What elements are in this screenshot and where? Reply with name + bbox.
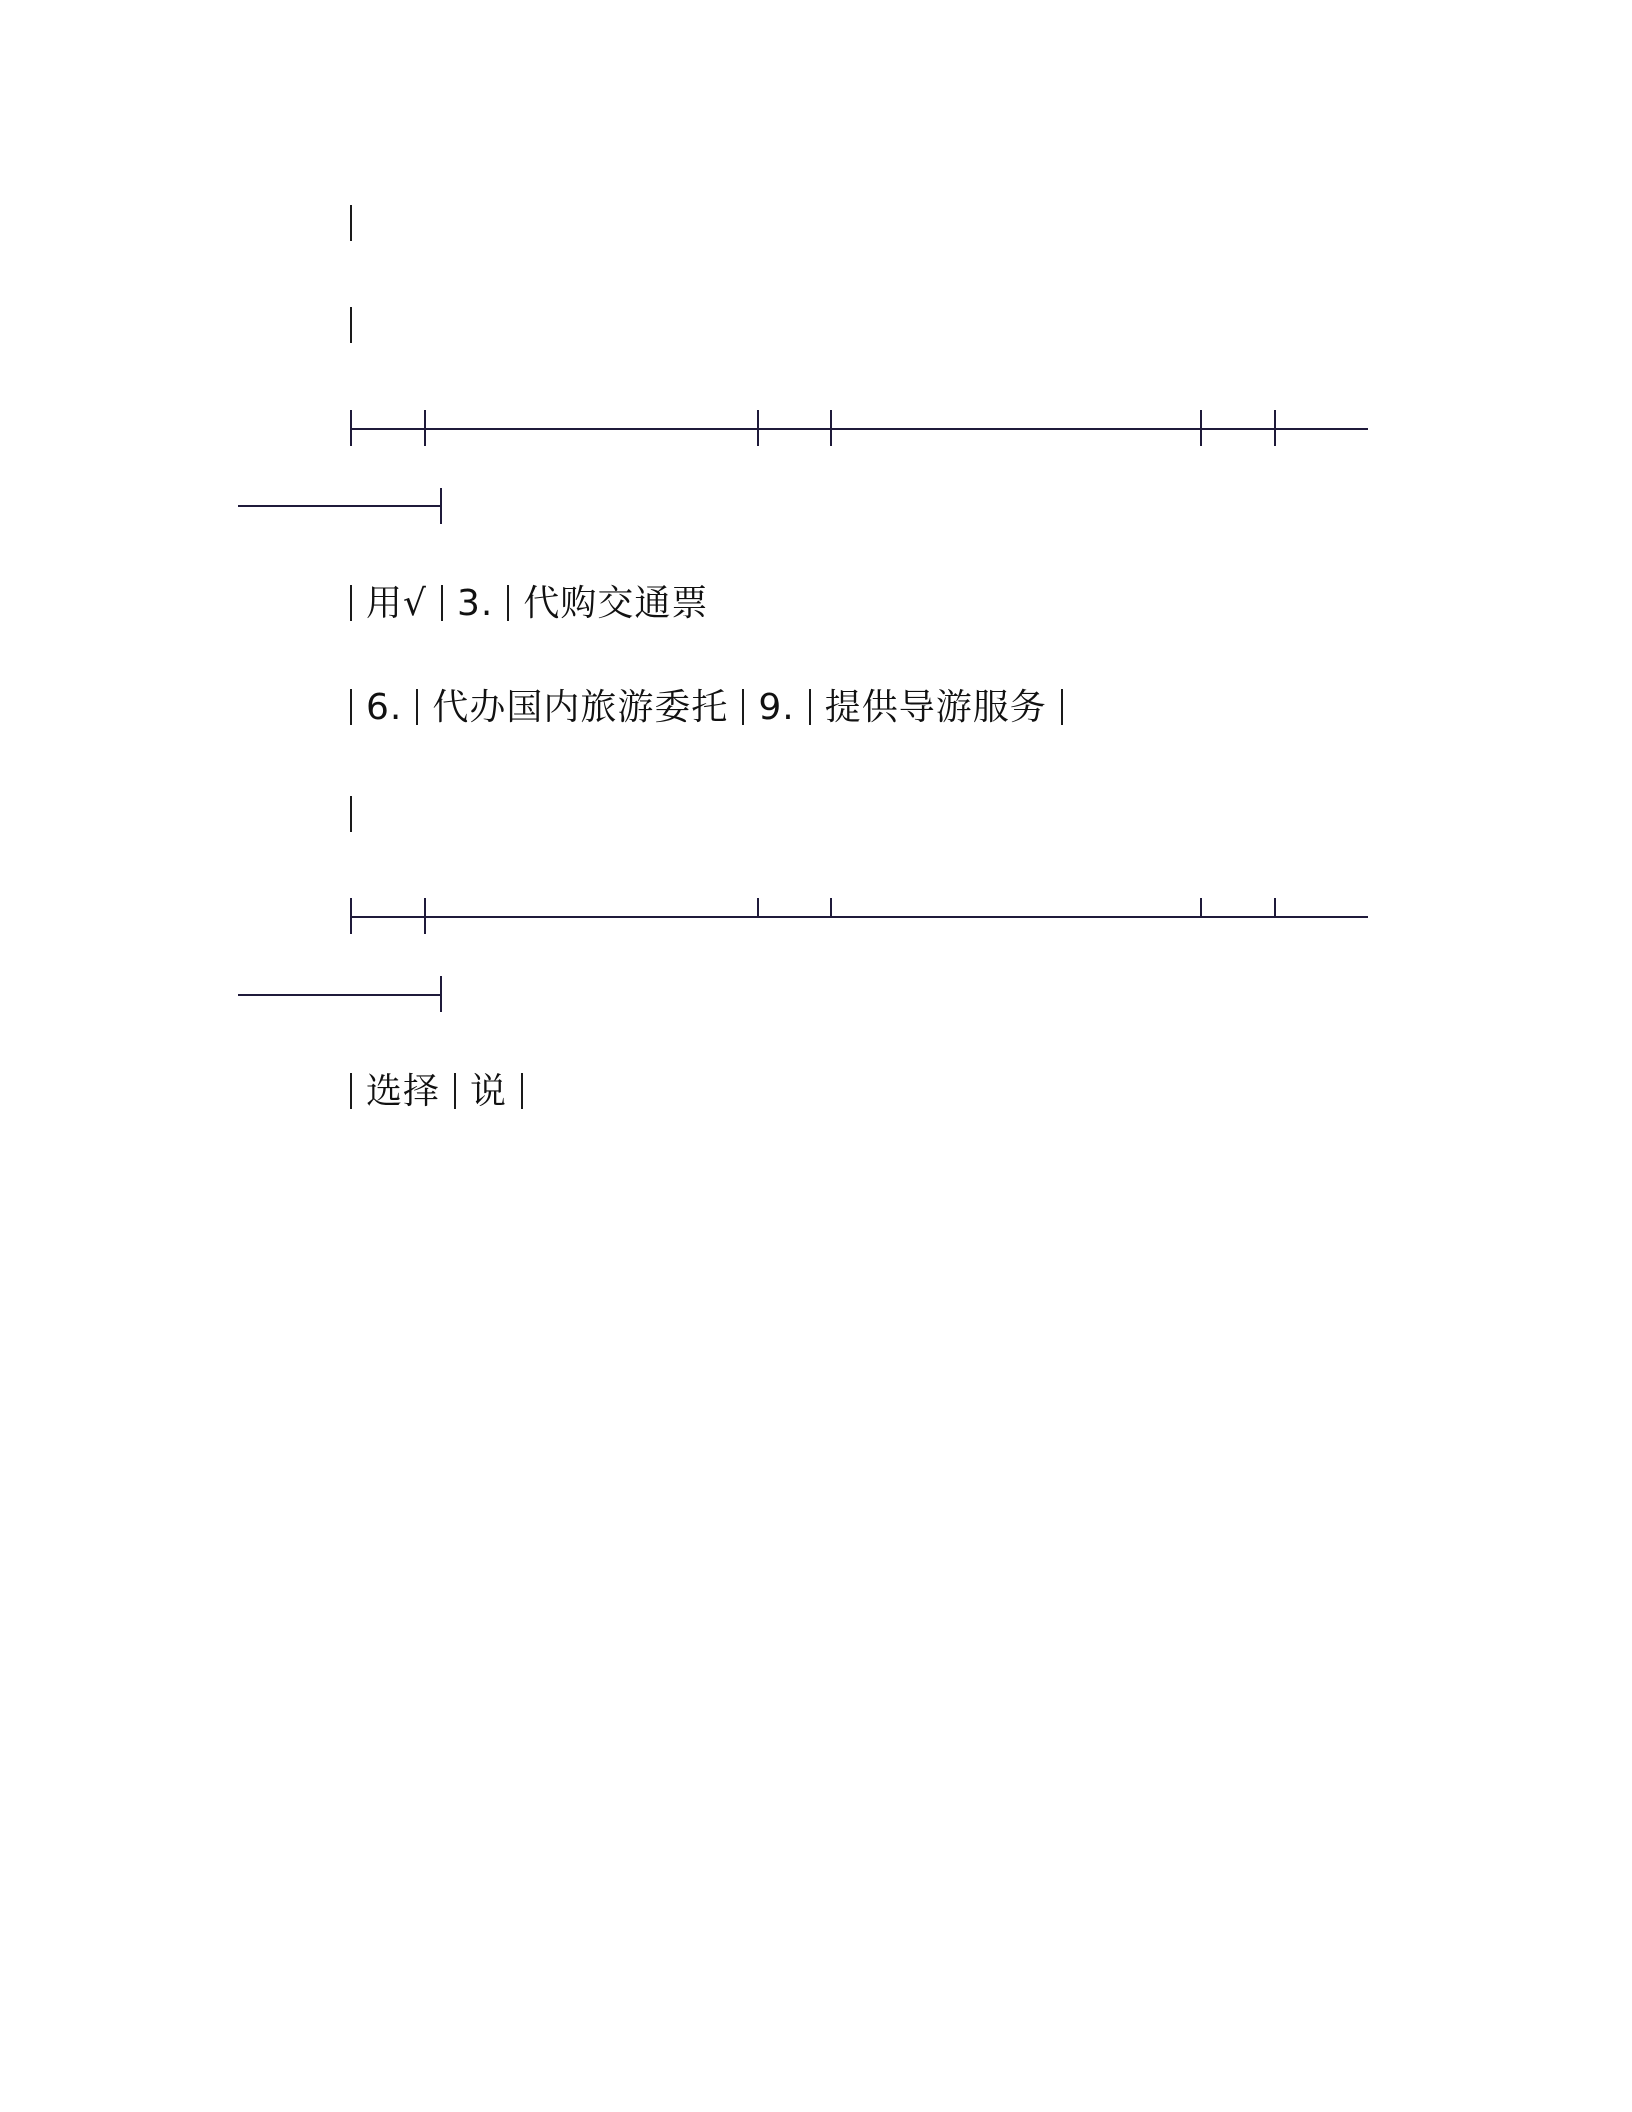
cell-separator [742, 689, 744, 725]
table-cell: 说 [470, 1071, 508, 1112]
table-border-mark [350, 307, 352, 343]
cell-separator [441, 585, 443, 621]
cell-separator [454, 1073, 456, 1109]
table-cell: 6. [366, 687, 403, 728]
table-border-mark [350, 205, 352, 241]
cell-separator [809, 689, 811, 725]
cell-separator [416, 689, 418, 725]
cell-separator [507, 585, 509, 621]
table-cell: 代购交通票 [523, 583, 709, 624]
table-cell: 9. [758, 687, 795, 728]
cell-separator [1061, 689, 1063, 725]
cell-separator [350, 689, 352, 725]
table-cell: 用√ [366, 583, 427, 624]
table-cell: 代办国内旅游委托 [432, 687, 729, 728]
table-cell: 选择 [366, 1071, 441, 1112]
table-row [350, 1070, 537, 1114]
table-row [350, 582, 708, 626]
cell-separator [350, 1073, 352, 1109]
table-border-mark [350, 796, 352, 832]
cell-separator [350, 585, 352, 621]
cell-separator [521, 1073, 523, 1109]
table-row [350, 686, 1077, 730]
table-cell: 提供导游服务 [824, 687, 1047, 728]
table-cell: 3. [456, 583, 494, 624]
